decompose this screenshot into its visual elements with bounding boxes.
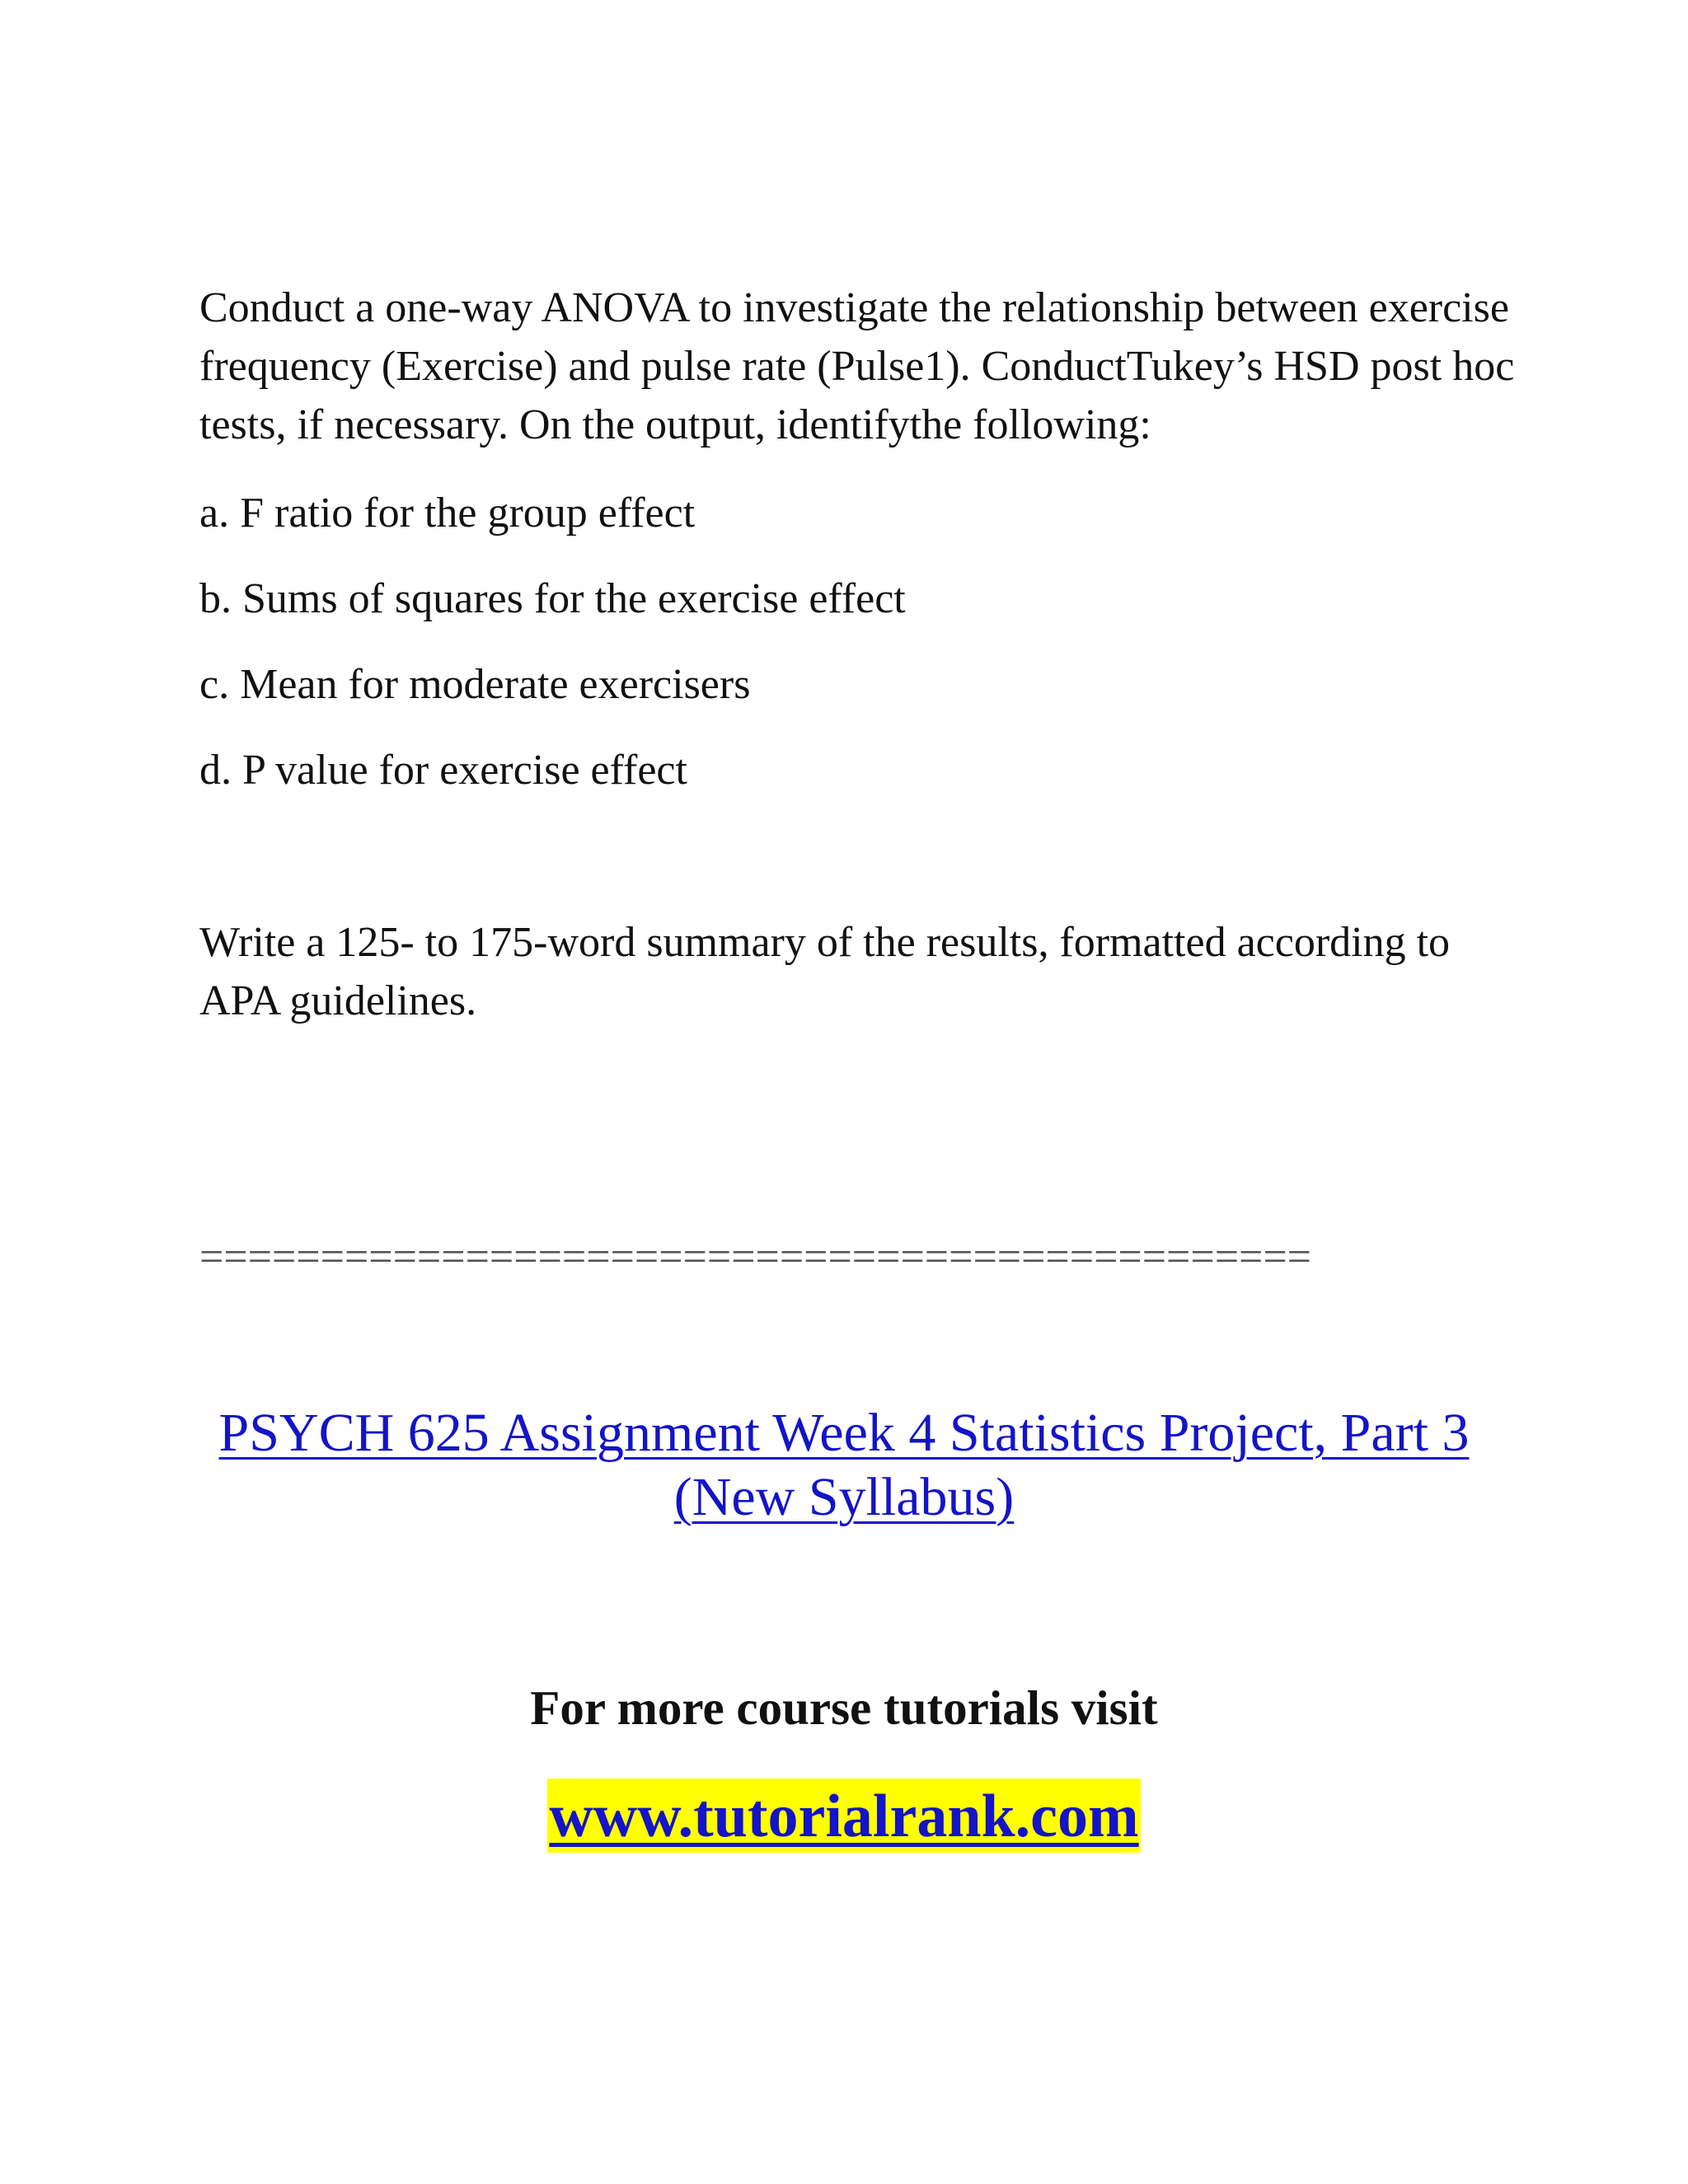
intro-paragraph: Conduct a one-way ANOVA to investigate the relationship between exercise frequency (Exercise) and pulse rate (Pulse1). ConductTukey’s HSD post hoc tests, if necessary. On the output, identifythe following: <box>199 284 1515 448</box>
separator-line: ============================================== <box>199 1234 1312 1281</box>
site-link[interactable]: www.tutorialrank.com <box>547 1779 1140 1853</box>
course-link-block <box>165 1401 1523 1530</box>
list-item: c. Mean for moderate exercisers <box>199 661 751 708</box>
list-item: a. F ratio for the group effect <box>199 490 696 537</box>
list-item: b. Sums of squares for the exercise effect <box>199 575 906 622</box>
site-link-wrapper <box>165 1779 1523 1853</box>
visit-text: For more course tutorials visit <box>530 1680 1158 1735</box>
list-item: d. P value for exercise effect <box>199 747 687 794</box>
course-link[interactable]: PSYCH 625 Assignment Week 4 Statistics Project, Part 3 (New Syllabus) <box>218 1403 1470 1527</box>
summary-paragraph: Write a 125- to 175-word summary of the results, formatted according to APA guidelines. <box>199 919 1451 1024</box>
